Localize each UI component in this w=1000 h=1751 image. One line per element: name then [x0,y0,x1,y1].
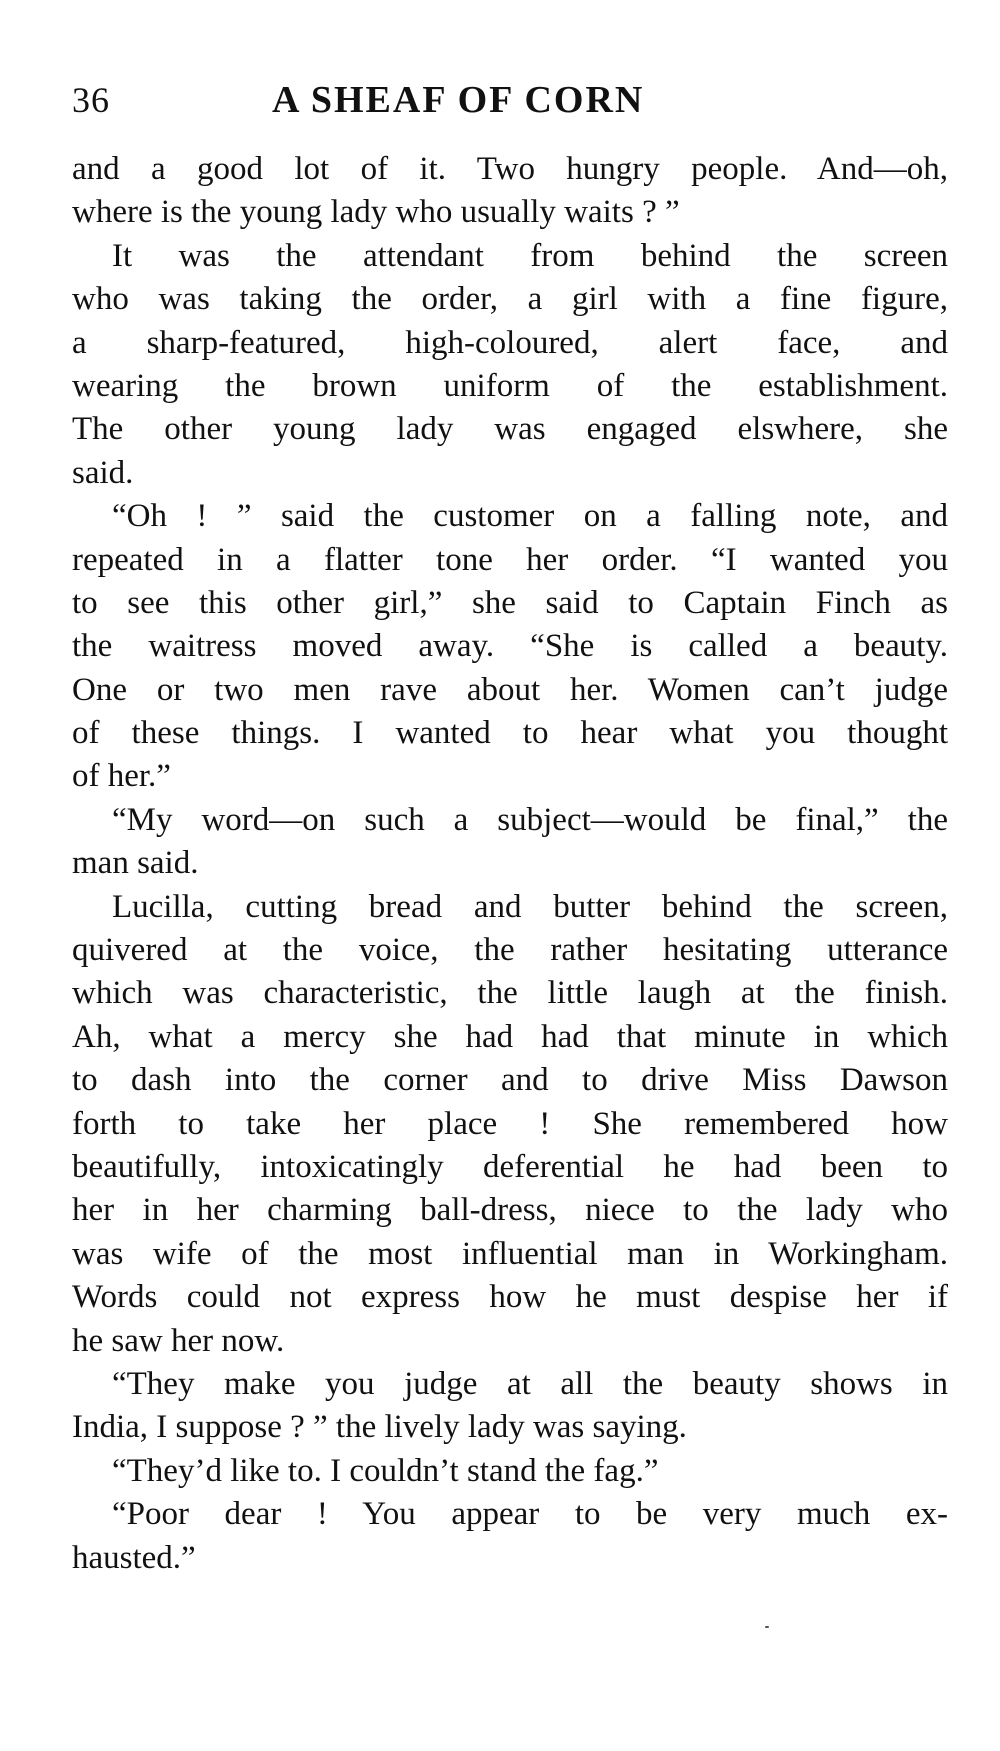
text-line: and a good lot of it. Two hungry people. And—oh, [72,151,948,187]
text-line: he saw her now. [72,1322,285,1359]
text-line: “They’d like to. I couldn’t stand the fag.” [112,1452,659,1489]
text-line: the waitress moved away. “She is called a beauty. [72,628,948,665]
text-line: One or two men rave about her. Women can’t judge [72,671,948,708]
text-line: of her.” [72,758,171,795]
text-line: Lucilla, cutting bread and butter behind the screen, [112,888,948,925]
text-line: man said. [72,845,199,882]
text-line: where is the young lady who usually waits ? ” [72,194,680,231]
text-line: said. [72,454,134,491]
text-line: repeated in a flatter tone her order. “I wanted you [72,541,948,578]
text-line: a sharp-featured, high-coloured, alert face, and [72,324,948,361]
text-line: “They make you judge at all the beauty shows in [112,1365,948,1402]
text-line: to see this other girl,” she said to Captain Finch as [72,584,948,621]
body-text [72,148,948,1580]
text-line: hausted.” [72,1539,196,1576]
text-line: to dash into the corner and to drive Miss Dawson [72,1062,948,1099]
text-line: of these things. I wanted to hear what you thought [72,715,948,752]
page-header [72,70,948,130]
text-line: who was taking the order, a girl with a fine figure, [72,281,948,318]
text-line: wearing the brown uniform of the establishment. [72,367,948,404]
page-number: 36 [72,80,110,120]
text-line: beautifully, intoxicatingly deferential he had been to [72,1148,948,1185]
text-line: The other young lady was engaged elswhere, she [72,411,948,448]
text-line: quivered at the voice, the rather hesitating utterance [72,932,948,969]
running-title: A SHEAF OF CORN [272,79,645,121]
text-line: It was the attendant from behind the screen [112,237,948,274]
text-line: her in her charming ball-dress, niece to the lady who [72,1192,948,1229]
text-line: Words could not express how he must despise her if [72,1279,948,1316]
text-line: which was characteristic, the little laugh at the finish. [72,975,948,1012]
text-line: Ah, what a mercy she had had that minute in which [72,1018,948,1055]
text-line: “Oh ! ” said the customer on a falling note, and [112,498,948,535]
text-line: was wife of the most influential man in Workingham. [72,1235,948,1272]
text-line: “Poor dear ! You appear to be very much ex- [112,1496,948,1533]
text-line: “My word—on such a subject—would be final,” the [112,801,948,838]
text-line: forth to take her place ! She remembered how [72,1105,948,1142]
print-speck [765,1626,769,1628]
text-line: India, I suppose ? ” the lively lady was saying. [72,1409,687,1446]
